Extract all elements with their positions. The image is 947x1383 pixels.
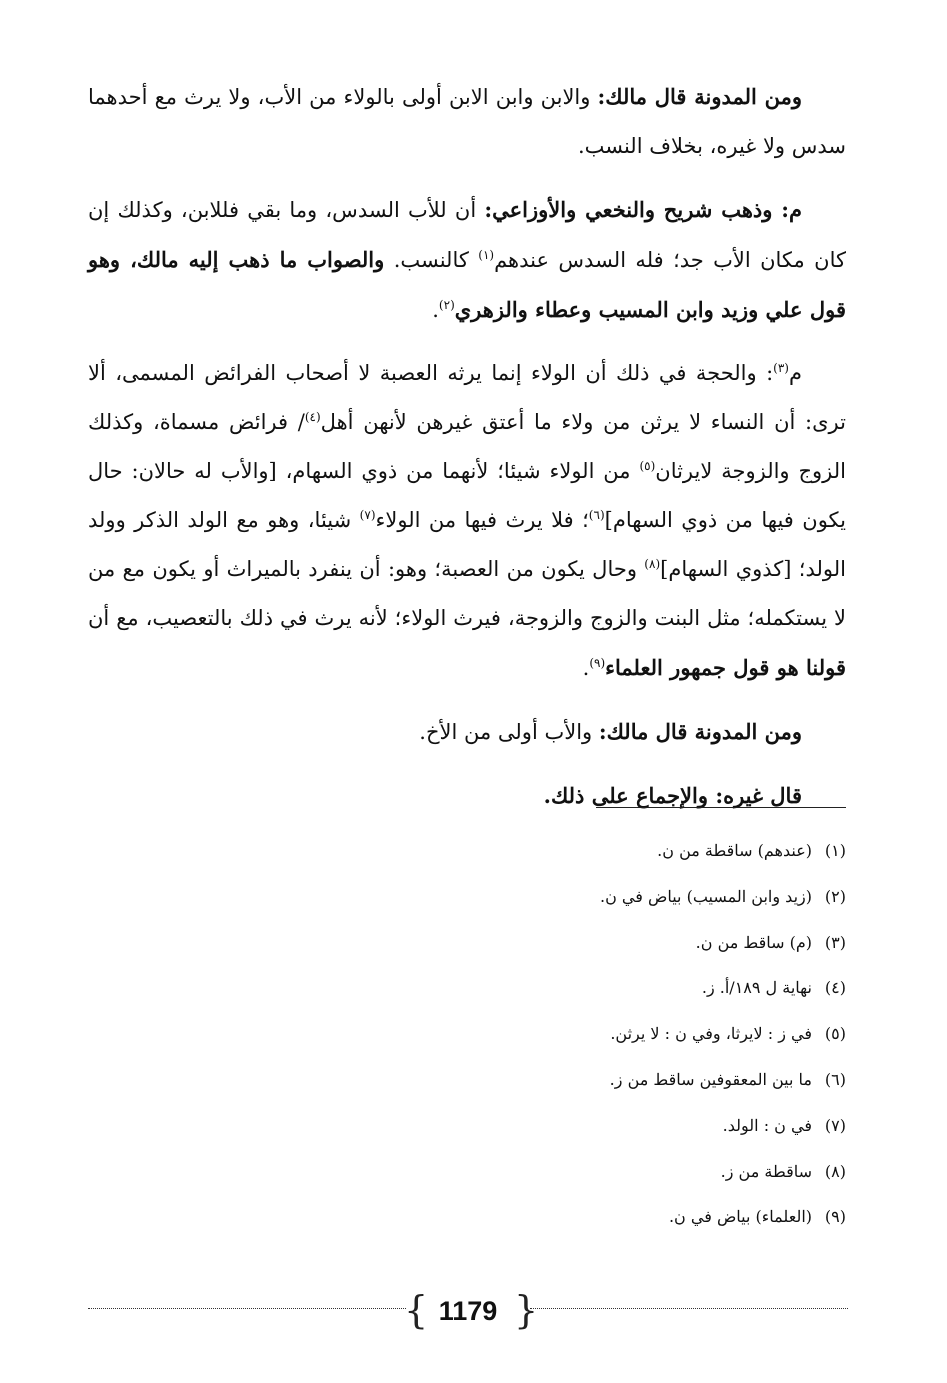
left-brace-ornament: { <box>404 1288 429 1332</box>
text-segment: والابن وابن الابن أولى بالولاء من الأب، ولا يرث مع أحدهما سدس ولا غيره، بخلاف النسب. <box>88 85 846 158</box>
footnote <box>246 1065 846 1111</box>
footnote-separator <box>596 807 846 808</box>
paragraph <box>88 72 846 171</box>
footnote <box>246 836 846 882</box>
text-segment: والصواب ما ذهب إليه مالك، وهو قول علي وزيد وابن المسيب وعطاء والزهري <box>88 247 846 322</box>
text-segment: م: وذهب شريح والنخعي والأوزاعي: <box>484 197 802 222</box>
footnote-marker: (٩) <box>589 656 606 670</box>
text-segment: م <box>788 361 802 385</box>
footnote-marker: (٣) <box>773 361 789 375</box>
footnote-number: (١) <box>824 841 846 860</box>
text-segment: : والحجة في ذلك أن الولاء إنما يرثه العصبة لا أصحاب الفرائض المسمى، ألا ترى: أن النساء لا يرثن من ولاء ما أعتق غيرهن لأنهن أهل <box>88 361 846 434</box>
paragraph <box>88 349 846 693</box>
footnote <box>246 1202 846 1248</box>
footnote <box>246 882 846 928</box>
text-segment: شيئا، وهو مع الولد الذكر وولد الولد؛ [كذوي السهام] <box>88 508 846 581</box>
text-segment: أن للأب السدس، وما بقي فللابن، وكذلك إن كان مكان الأب جد؛ فله السدس عندهم <box>88 198 846 272</box>
text-segment: . <box>432 298 439 322</box>
footnote-number: (٢) <box>824 886 846 906</box>
text-segment: من الولاء شيئا؛ لأنهما من ذوي السهام، [والأب له حالان: حال يكون فيها من ذوي السهام] <box>88 459 846 532</box>
main-text <box>88 72 846 835</box>
footnote-number: (٦) <box>824 1069 846 1089</box>
footnote-marker: (٥) <box>639 459 656 473</box>
footnote-text: (م) ساقط من ن. <box>695 932 812 952</box>
footnote <box>246 1111 846 1157</box>
text-segment: ومن المدونة قال مالك: <box>597 84 802 109</box>
footer-rule-left <box>88 1308 406 1309</box>
text-segment: / فرائض مسماة، وكذلك الزوج والزوجة لايرثان <box>88 410 846 483</box>
footnote-marker: (٤) <box>304 410 321 424</box>
paragraph <box>88 771 846 821</box>
footnote-number: (٥) <box>824 1024 846 1044</box>
footnote-marker: (٢) <box>438 298 455 312</box>
footnote-marker: (٨) <box>644 557 661 571</box>
footnote-marker: (٦) <box>588 508 605 522</box>
text-segment: قال غيره: والإجماع على ذلك. <box>543 783 802 808</box>
footnote-number: (٨) <box>824 1161 846 1181</box>
text-segment: . <box>582 656 590 680</box>
footnote-text: ما بين المعقوفين ساقط من ز. <box>609 1069 812 1089</box>
footnote-text: (زيد وابن المسيب) بياض في ن. <box>600 886 812 906</box>
page-number: 1179 <box>438 1296 498 1326</box>
footnote-marker: (٧) <box>359 508 376 522</box>
footnote-number: (٤) <box>824 978 846 998</box>
right-brace-ornament: } <box>514 1288 539 1332</box>
footnote-number: (٩) <box>824 1207 846 1227</box>
footnote-number: (٧) <box>824 1115 846 1135</box>
footnote-text: (العلماء) بياض في ن. <box>668 1207 812 1227</box>
footnote <box>246 1019 846 1065</box>
text-segment: ؛ فلا يرث فيها من الولاء <box>375 508 589 532</box>
paragraph <box>88 707 846 757</box>
text-segment: والأب أولى من الأخ. <box>419 720 599 744</box>
footer-rule-right <box>530 1308 848 1309</box>
footnote-text: ساقطة من ز. <box>720 1161 812 1181</box>
footnotes <box>246 836 846 1248</box>
footnote <box>246 928 846 974</box>
paragraph <box>88 185 846 335</box>
text-segment: وحال يكون من العصبة؛ وهو: أن ينفرد بالميراث أو يكون مع من لا يستكمله؛ مثل البنت والزوج والزوجة، فيرث الولاء؛ لأنه يرث في ذلك بالتعصيب، مع أن <box>88 557 846 630</box>
footnote-text: نهاية ل ١٨٩/أ. ز. <box>701 978 812 998</box>
footnote-text: في ن : الولد. <box>722 1115 812 1135</box>
text-segment: قولنا هو قول جمهور العلماء <box>605 655 846 680</box>
footnote <box>246 973 846 1019</box>
footnote-text: في ز : لايرثا، وفي ن : لا يرثن. <box>610 1024 812 1044</box>
footnote-text: (عندهم) ساقطة من ن. <box>657 841 812 860</box>
footnote-marker: (١) <box>478 248 495 262</box>
footnote-number: (٣) <box>824 932 846 952</box>
text-segment: ومن المدونة قال مالك: <box>598 719 802 744</box>
text-segment: كالنسب. <box>384 248 479 272</box>
footnote <box>246 1157 846 1203</box>
